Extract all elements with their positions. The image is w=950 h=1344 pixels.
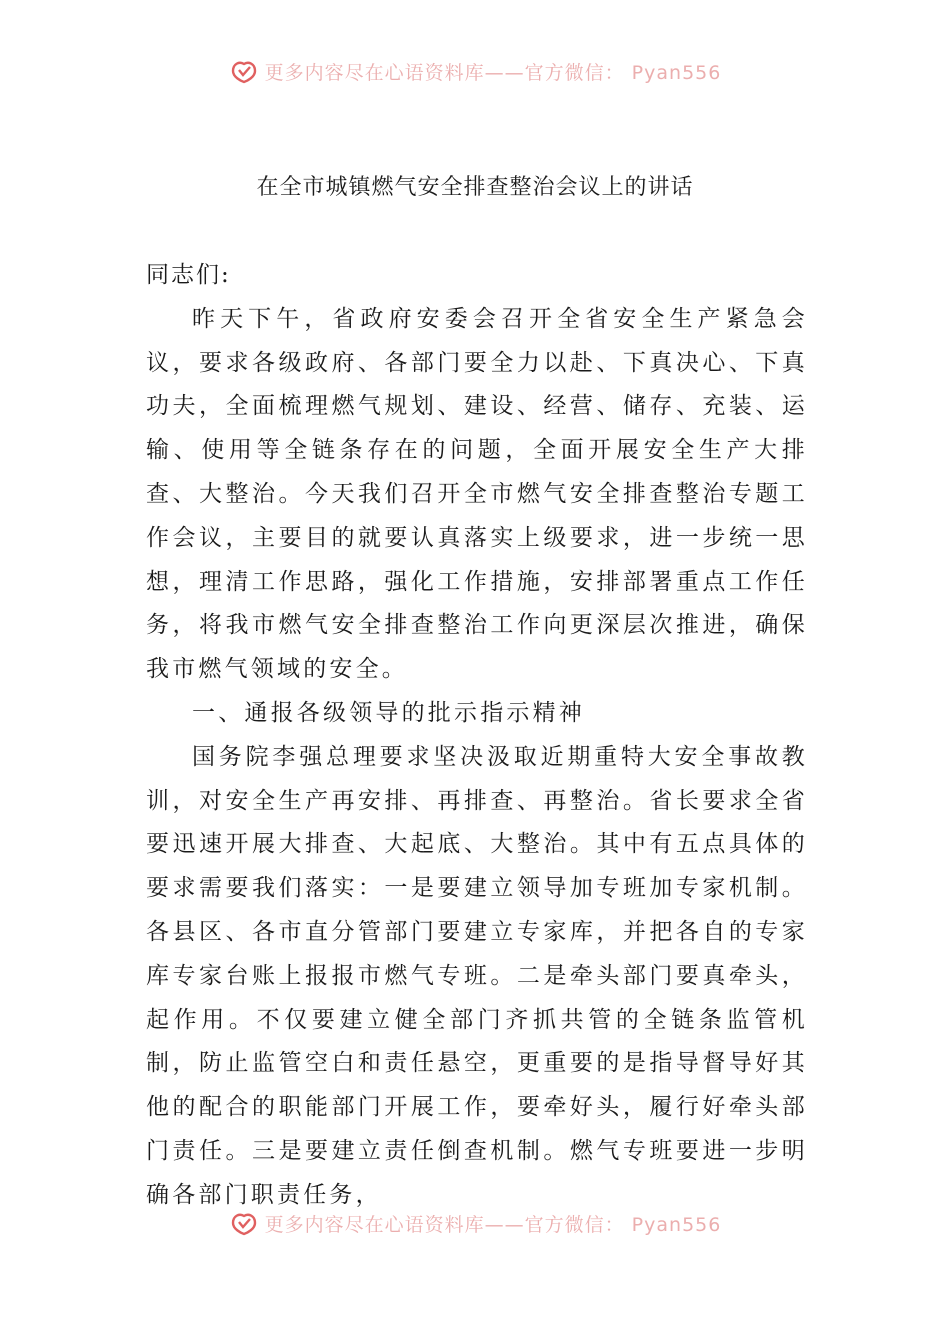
salutation: 同志们: [146,262,231,288]
logo-icon [229,58,259,84]
watermark-text: 更多内容尽在心语资料库——官方微信： Pyan556 [264,61,722,84]
watermark-text: 更多内容尽在心语资料库——官方微信： Pyan556 [264,1213,722,1236]
document-body [146,254,808,1218]
header-watermark [0,54,950,88]
paragraph-intro: 昨天下午，省政府安委会召开全省安全生产紧急会议，要求各级政府、各部门要全力以赴、下真决心、下真功夫，全面梳理燃气规划、建设、经营、储存、充装、运输、使用等全链条存在的问题，全面开展安全生产大排查、大整治。今天我们召开全市燃气安全排查整治专题工作会议，主要目的就要认真落实上级要求，进一步统一思想，理清工作思路，强化工作措施，安排部署重点工作任务，将我市燃气安全排查整治工作向更深层次推进，确保我市燃气领域的安全。 [146,305,808,683]
footer-watermark [0,1206,950,1240]
section-heading: 一、通报各级领导的批示指示精神 [192,699,585,726]
paragraph-section-1: 国务院李强总理要求坚决汲取近期重特大安全事故教训，对安全生产再安排、再排查、再整治。省长要求全省要迅速开展大排查、大起底、大整治。其中有五点具体的要求需要我们落实：一是要建立领导加专班加专家机制。各县区、各市直分管部门要建立专家库，并把各自的专家库专家台账上报报市燃气专班。二是牵头部门要真牵头，起作用。不仅要建立健全部门齐抓共管的全链条监管机制，防止监管空白和责任悬空，更重要的是指导督导好其他的配合的职能部门开展工作，要牵好头，履行好牵头部门责任。三是要建立责任倒查机制。燃气专班要进一步明确各部门职责任务， [146,743,808,1208]
document-title: 在全市城镇燃气安全排查整治会议上的讲话 [256,175,694,200]
logo-icon [229,1210,259,1236]
